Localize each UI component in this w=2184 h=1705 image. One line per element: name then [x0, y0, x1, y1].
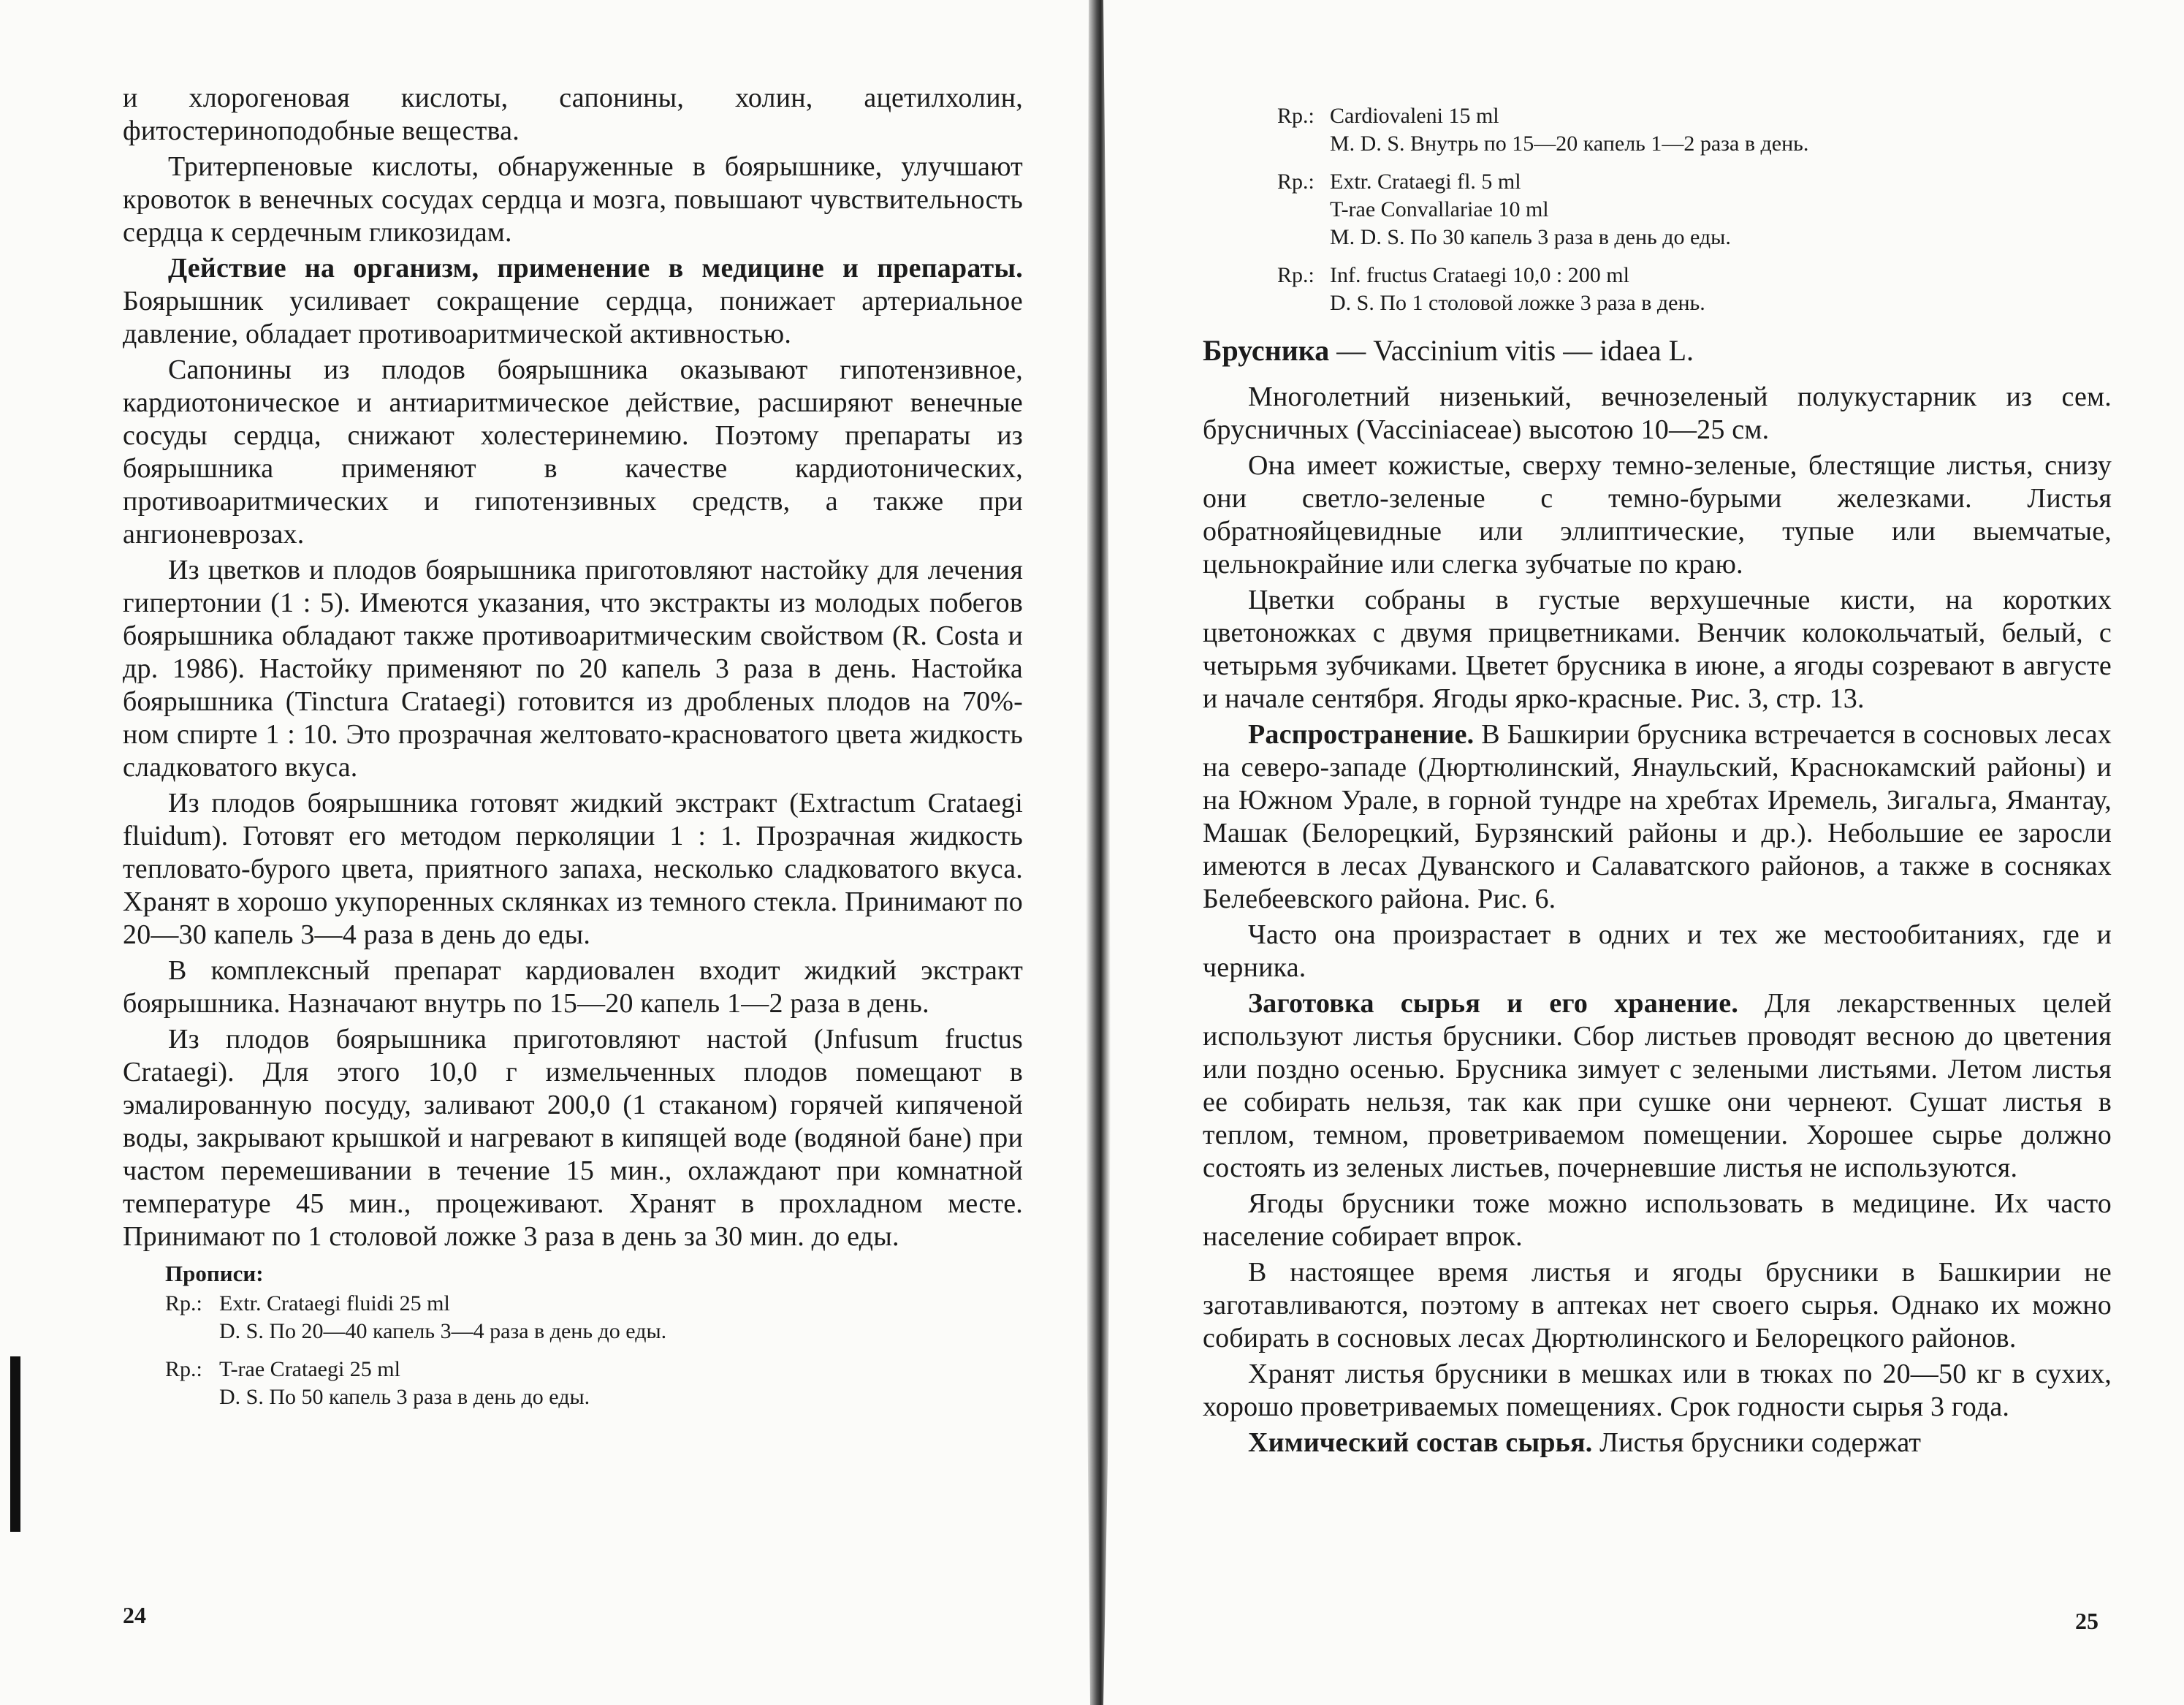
paragraph: Ягоды брусники тоже можно использовать в медицине. Их часто население собирает впрок.	[1203, 1188, 2112, 1252]
prescriptions-list	[1277, 102, 2112, 317]
rx-label: Rp.:	[165, 1291, 202, 1315]
section-heading: Действие на организм, применение в медицине и препараты.	[168, 253, 1023, 284]
rx-signa: D. S. По 20—40 капель 3—4 раза в день до еды.	[219, 1319, 667, 1343]
paragraph	[123, 252, 1023, 351]
rx-recipe: Extr. Crataegi fluidi 25 ml	[219, 1291, 450, 1315]
paragraph: Из цветков и плодов боярышника приготовляют настойку для лечения гипертонии (1 : 5). Имеются указания, что экстракты из молодых побегов боярышника обладают также противоаритмическим свойством (R. Costa и др. 1986). Настойку применяют по 20 капель 3 раза в день. Настойка боярышника (Tinctura Crataegi) готовится из дробленых плодов на 70%-ном спирте 1 : 10. Это прозрачная желтовато-красноватого цвета жидкость сладковатого вкуса.	[123, 555, 1023, 783]
prescription	[1277, 102, 2112, 158]
paragraph: Тритерпеновые кислоты, обнаруженные в боярышнике, улучшают кровоток в венечных сосудах сердца и мозга, повышают чувствительность сердца к сердечным гликозидам.	[123, 151, 1023, 248]
paragraph: Она имеет кожистые, сверху темно-зеленые, блестящие листья, снизу они светло-зеленые с темно-бурыми железками. Листья обратнояйцевидные или эллиптические, тупые или выемчатые, цельнокрайние или слегка зубчатые по краю.	[1203, 450, 2112, 580]
paragraph: Из плодов боярышника приготовляют настой (Jnfusum fructus Crataegi). Для этого 10,0 г измельченных плодов помещают в эмалированную посуду, заливают 200,0 (1 стаканом) горячей кипяченой воды, закрывают крышкой и нагревают в кипящей воде (водяной бане) при частом перемешивании в течение 15 мин., охлаждают при комнатной температуре 45 мин., процеживают. Хранят в прохладном месте. Принимают по 1 столовой ложке 3 раза в день за 30 мин. до еды.	[123, 1024, 1023, 1252]
rx-recipe: T-rae Convallariae 10 ml	[1330, 197, 1549, 221]
right-text-column	[1203, 102, 2112, 1459]
paragraph: В комплексный препарат кардиовален входит жидкий экстракт боярышника. Назначают внутрь по 15—20 капель 1—2 раза в день.	[123, 955, 1023, 1019]
rx-recipe: Extr. Crataegi fl. 5 ml	[1330, 170, 1521, 194]
plant-name: Брусника	[1203, 334, 1330, 367]
paragraph: Сапонины из плодов боярышника оказывают гипотензивное, кардиотоническое и антиаритмическое действие, расширяют венечные сосуды сердца, снижают холестеринемию. Поэтому препараты из боярышника применяют в качестве кардиотонических, противоаритмических и гипотензивных средств, а также при ангионеврозах.	[123, 354, 1023, 550]
section-heading: Химический состав сырья.	[1248, 1427, 1593, 1458]
rx-recipe: T-rae Crataegi 25 ml	[219, 1357, 400, 1381]
paragraph: Часто она произрастает в одних и тех же местообитаниях, где и черника.	[1203, 919, 2112, 983]
section-heading: Распространение.	[1248, 719, 1475, 750]
paragraph: Хранят листья брусники в мешках или в тюках по 20—50 кг в сухих, хорошо проветриваемых помещениях. Срок годности сырья 3 года.	[1203, 1359, 2112, 1422]
rx-label: Rp.:	[1277, 263, 1314, 287]
page-number: 24	[123, 1602, 146, 1628]
left-page	[0, 0, 1081, 1705]
rx-signa: M. D. S. По 30 капель 3 раза в день до еды.	[1330, 225, 1731, 249]
paragraph: Цветки собраны в густые верхушечные кисти, на коротких цветоножках с двумя прицветниками. Венчик колокольчатый, белый, с четырьмя зубчиками. Цветет брусника в июне, а ягоды созревают в августе и начале сентября. Ягоды ярко-красные. Рис. 3, стр. 13.	[1203, 585, 2112, 714]
rx-recipe: Inf. fructus Crataegi 10,0 : 200 ml	[1330, 263, 1629, 287]
rx-signa: D. S. По 50 капель 3 раза в день до еды.	[219, 1385, 590, 1409]
prescription	[165, 1290, 1023, 1345]
paragraph	[1203, 1427, 2112, 1459]
paragraph: В настоящее время листья и ягоды брусники в Башкирии не заготавливаются, поэтому в аптеках нет своего сырья. Однако их можно собирать в сосновых лесах Дюртюлинского и Белорецкого районов.	[1203, 1257, 2112, 1353]
prescription	[1277, 262, 2112, 317]
paragraph: Многолетний низенький, вечнозеленый полукустарник из сем. брусничных (Vacciniaceae) высотою 10—25 см.	[1203, 381, 2112, 445]
rx-signa: D. S. По 1 столовой ложке 3 раза в день.	[1330, 291, 1705, 315]
right-page	[1096, 0, 2184, 1705]
rx-label: Rp.:	[165, 1357, 202, 1381]
rx-label: Rp.:	[1277, 104, 1314, 128]
paragraph	[1203, 987, 2112, 1185]
paragraph: Из плодов боярышника готовят жидкий экстракт (Extractum Crataegi fluidum). Готовят его методом перколяции 1 : 1. Прозрачная жидкость тепловато-бурого цвета, приятного запаха, несколько сладковатого вкуса. Хранят в хорошо укупоренных склянках из темного стекла. Принимают по 20—30 капель 3—4 раза в день до еды.	[123, 788, 1023, 950]
rx-recipe: Cardiovaleni 15 ml	[1330, 104, 1499, 128]
rx-label: Rp.:	[1277, 170, 1314, 194]
rx-signa: M. D. S. Внутрь по 15—20 капель 1—2 раза в день.	[1330, 132, 1809, 156]
paragraph-text: Боярышник усиливает сокращение сердца, понижает артериальное давление, обладает противоаритмической активностью.	[123, 286, 1023, 349]
left-text-column	[123, 82, 1023, 1411]
paragraph: и хлорогеновая кислоты, сапонины, холин, ацетилхолин, фитостериноподобные вещества.	[123, 83, 1023, 146]
plant-latin-name: — Vaccinium vitis — idaea L.	[1329, 334, 1694, 367]
prescription	[165, 1356, 1023, 1411]
plant-heading	[1203, 333, 2112, 368]
page-number: 25	[2075, 1608, 2099, 1634]
section-heading: Заготовка сырья и его хранение.	[1248, 988, 1739, 1019]
paragraph-text: Листья брусники содержат	[1592, 1427, 1922, 1458]
paragraph-text: Для лекарственных целей используют листья брусники. Сбор листьев проводят весною до цветения или поздно осенью. Брусника зимует с зелеными листьями. Летом листья ее собирать нельзя, так как при сушке они чернеют. Сушат листья в теплом, темном, проветриваемом помещении. Хорошее сырье должно состоять из зеленых листьев, почерневшие листья не используются.	[1203, 988, 2112, 1183]
prescriptions-title: Прописи:	[165, 1261, 264, 1286]
prescription	[1277, 168, 2112, 251]
paragraph	[1203, 718, 2112, 916]
paragraph-text: В Башкирии брусника встречается в сосновых лесах на северо-западе (Дюртюлинский, Янаульский, Краснокамский районы) и на Южном Урале, в горной тундре на хребтах Иремель, Зигальга, Ямантау, Машак (Белорецкий, Бурзянский районы и др.). Небольшие ее заросли имеются в лесах Дуванского и Салаватского районов, а также в сосняках Белебеевского района. Рис. 6.	[1203, 719, 2112, 914]
